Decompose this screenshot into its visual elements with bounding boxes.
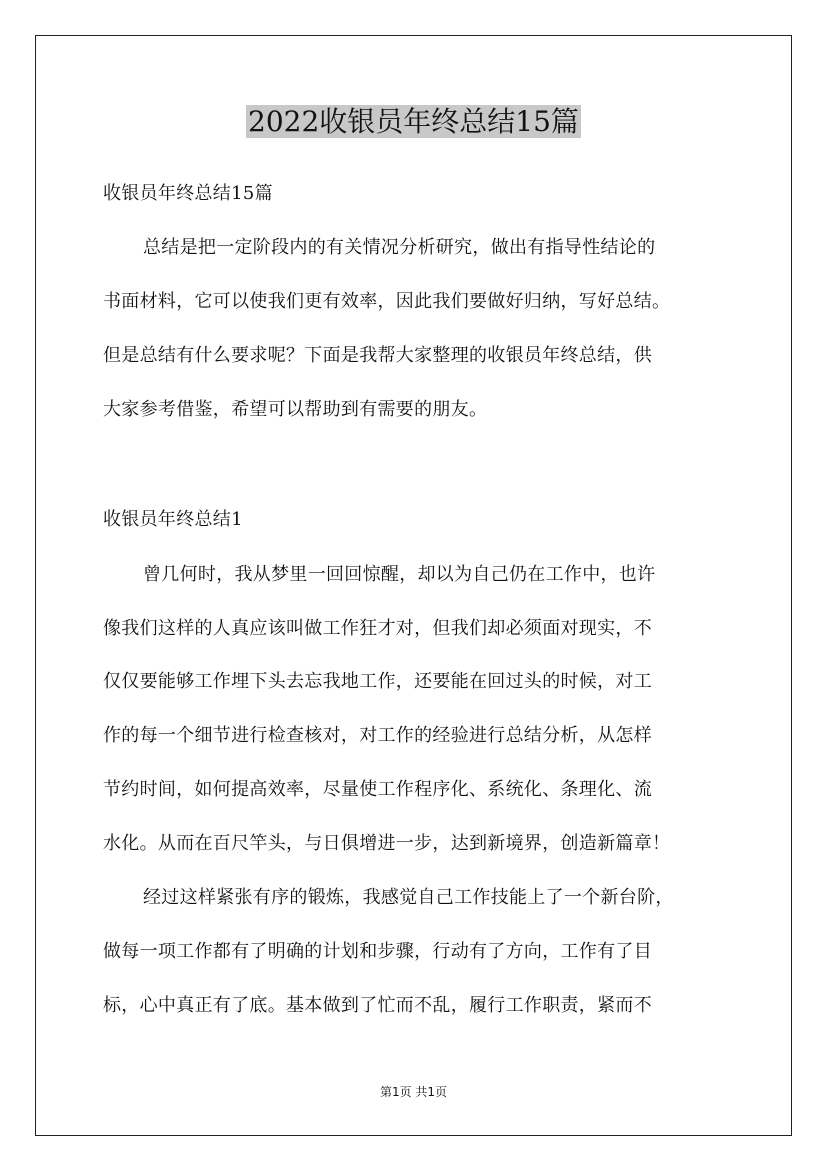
paragraph-line: 仅仅要能够工作埋下头去忘我地工作，还要能在回过头的时候，对工 — [103, 671, 652, 692]
document-title-text: 2022收银员年终总结15篇 — [248, 105, 579, 138]
intro-line: 但是总结有什么要求呢？下面是我帮大家整理的收银员年终总结，供 — [103, 345, 652, 366]
paragraph-line: 做每一项工作都有了明确的计划和步骤，行动有了方向，工作有了目 — [103, 941, 652, 962]
paragraph-line: 节约时间，如何提高效率，尽量使工作程序化、系统化、条理化、流 — [103, 779, 652, 800]
document-title — [0, 103, 827, 141]
paragraph-line: 曾几何时，我从梦里一回回惊醒，却以为自己仍在工作中，也许 — [143, 564, 656, 585]
subtitle: 收银员年终总结15篇 — [103, 183, 273, 204]
page-footer — [0, 1084, 827, 1100]
paragraph-line: 经过这样紧张有序的锻炼，我感觉自己工作技能上了一个新台阶， — [143, 887, 674, 908]
paragraph-line: 水化。从而在百尺竿头，与日俱增进一步，达到新境界，创造新篇章！ — [103, 833, 671, 854]
intro-line: 总结是把一定阶段内的有关情况分析研究，做出有指导性结论的 — [143, 237, 656, 258]
page-number: 第1页 共1页 — [379, 1085, 448, 1099]
section-heading: 收银员年终总结1 — [103, 509, 243, 530]
paragraph-line: 像我们这样的人真应该叫做工作狂才对，但我们却必须面对现实，不 — [103, 618, 652, 639]
intro-line: 大家参考借鉴，希望可以帮助到有需要的朋友。 — [103, 399, 488, 420]
intro-line: 书面材料，它可以使我们更有效率，因此我们要做好归纳，写好总结。 — [103, 291, 671, 312]
paragraph-line: 作的每一个细节进行检查核对，对工作的经验进行总结分析，从怎样 — [103, 725, 652, 746]
paragraph-line: 标，心中真正有了底。基本做到了忙而不乱，履行工作职责，紧而不 — [103, 995, 652, 1016]
